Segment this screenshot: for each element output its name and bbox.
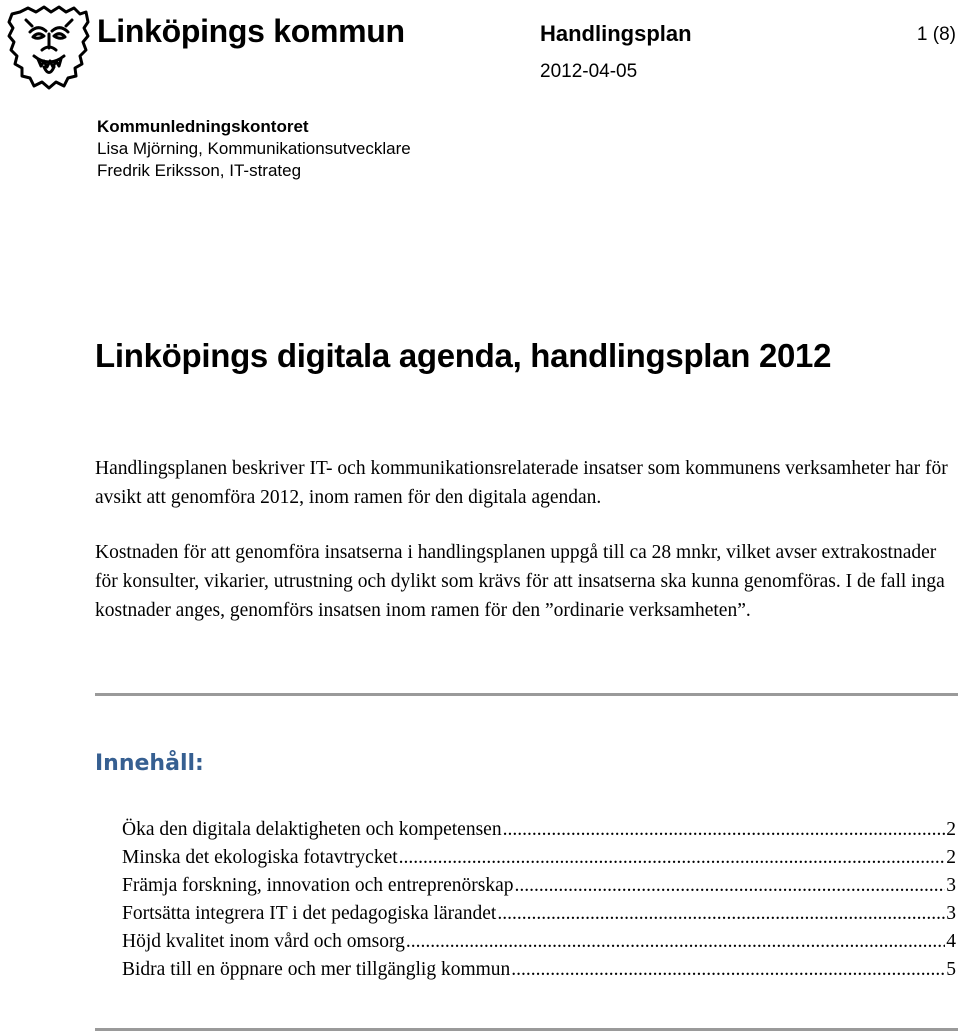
organization-name: Linköpings kommun: [97, 13, 405, 49]
document-type: Handlingsplan: [540, 21, 692, 46]
toc-entry[interactable]: [122, 872, 956, 900]
toc-leader-dots: [497, 900, 945, 928]
toc-entry[interactable]: [122, 956, 956, 984]
toc-leader-dots: [511, 956, 945, 984]
toc-entry-page: 5: [946, 959, 956, 980]
toc-entry-title: Främja forskning, innovation och entreprenörskap: [122, 875, 514, 896]
toc-leader-dots: [503, 816, 946, 844]
divider-bottom: [95, 1028, 958, 1031]
linkoping-lion-logo-icon: [6, 4, 92, 90]
sender-person-1: Lisa Mjörning, Kommunikationsutvecklare: [97, 139, 411, 158]
toc-leader-dots: [399, 844, 946, 872]
toc-heading: Innehåll:: [95, 751, 204, 776]
toc-entry-page: 3: [946, 903, 956, 924]
toc-entry[interactable]: [122, 900, 956, 928]
divider-top: [95, 693, 958, 696]
toc-entry[interactable]: [122, 928, 956, 956]
toc-entry-page: 3: [946, 875, 956, 896]
document-title: Linköpings digitala agenda, handlingsplan 2012: [95, 337, 832, 374]
document-date: 2012-04-05: [540, 61, 638, 82]
toc-entry-title: Minska det ekologiska fotavtrycket: [122, 847, 398, 868]
cost-paragraph: Kostnaden för att genomföra insatserna i handlingsplanen uppgå till ca 28 mnkr, vilket avser extrakostnader för konsulter, vikarier, utrustning och dylikt som krävs för att insatserna ska kunna genomföras. I de fall inga kostnader anges, genomförs insatsen inom ramen för den ”ordinarie verksamheten”.: [95, 542, 945, 621]
toc-entry-page: 4: [946, 931, 956, 952]
toc-entry-title: Öka den digitala delaktigheten och kompetensen: [122, 819, 502, 840]
toc-entry-title: Bidra till en öppnare och mer tillgänglig kommun: [122, 959, 511, 980]
toc-entry[interactable]: [122, 816, 956, 844]
toc-entry-page: 2: [946, 847, 956, 868]
toc-leader-dots: [515, 872, 946, 900]
toc-leader-dots: [406, 928, 945, 956]
intro-paragraph: Handlingsplanen beskriver IT- och kommunikationsrelaterade insatser som kommunens verksamheter har för avsikt att genomföra 2012, inom ramen för den digitala agendan.: [95, 458, 948, 508]
sender-person-2: Fredrik Eriksson, IT-strateg: [97, 161, 302, 180]
sender-block: [97, 116, 411, 182]
toc-entry-page: 2: [946, 819, 956, 840]
toc-entry-title: Fortsätta integrera IT i det pedagogiska lärandet: [122, 903, 497, 924]
table-of-contents: [122, 816, 956, 984]
toc-entry[interactable]: [122, 844, 956, 872]
sender-department: Kommunledningskontoret: [97, 117, 309, 136]
page-indicator: 1 (8): [916, 24, 956, 45]
toc-entry-title: Höjd kvalitet inom vård och omsorg: [122, 931, 405, 952]
